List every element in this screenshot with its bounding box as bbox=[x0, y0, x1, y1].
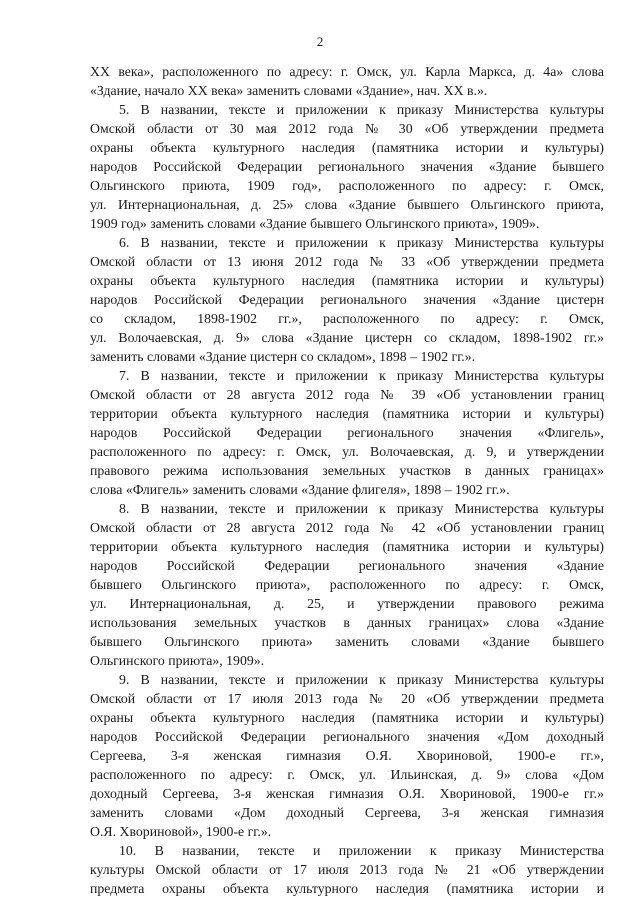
text-line: 6. В названии, тексте и приложении к приказу Министерства культуры bbox=[119, 235, 604, 250]
text-line: народов Российской Федерации регионального значения «Флигель», bbox=[90, 425, 604, 440]
text-line: Омской области от 17 июля 2013 года № 20 «Об утверждении предмета bbox=[90, 691, 604, 706]
text-line: бывшего Ольгинского приюта» заменить словами «Здание бывшего bbox=[90, 634, 604, 649]
text-line: Сергеева, 3-я женская гимназия О.Я. Хвориновой, 1900-е гг.», bbox=[90, 748, 604, 763]
text-line: предмета охраны объекта культурного наследия (памятника истории и bbox=[90, 881, 604, 896]
text-line: народов Российской Федерации регионального значения «Здание bbox=[90, 558, 604, 573]
text-line: расположенного по адресу: г. Омск, ул. Ильинская, д. 9» слова «Дом bbox=[90, 767, 604, 782]
text-line: Ольгинского приюта, 1909 год», расположенного по адресу: г. Омск, bbox=[90, 178, 604, 193]
text-line: бывшего Ольгинского приюта», расположенного по адресу: г. Омск, bbox=[90, 577, 604, 592]
paragraph-item-8 bbox=[90, 499, 604, 670]
text-line: охраны объекта культурного наследия (памятника истории и культуры) bbox=[90, 140, 604, 155]
paragraph-continuation bbox=[90, 62, 604, 100]
text-line: заменить словами «Дом доходный Сергеева, 3-я женская гимназия bbox=[90, 805, 604, 820]
text-line: Омской области от 30 мая 2012 года № 30 «Об утверждении предмета bbox=[90, 121, 604, 136]
text-line: ул. Волочаевская, д. 9» слова «Здание цистерн со складом, 1898-1902 гг.» bbox=[90, 330, 604, 345]
text-line: заменить словами «Здание цистерн со складом», 1898 – 1902 гг.». bbox=[90, 349, 476, 364]
text-line: ул. Интернациональная, д. 25» слова «Здание бывшего Ольгинского приюта, bbox=[90, 197, 604, 212]
text-line: культуры Омской области от 17 июля 2013 года № 21 «Об утверждении bbox=[90, 862, 604, 877]
text-line: Омской области от 13 июня 2012 года № 33 «Об утверждении предмета bbox=[90, 254, 604, 269]
text-line: со складом, 1898-1902 гг.», расположенного по адресу: г. Омск, bbox=[90, 311, 604, 326]
text-line: территории объекта культурного наследия (памятника истории и культуры) bbox=[90, 406, 604, 421]
text-line: 7. В названии, тексте и приложении к приказу Министерства культуры bbox=[119, 368, 604, 383]
text-line: территории объекта культурного наследия (памятника истории и культуры) bbox=[90, 539, 604, 554]
page-number: 2 bbox=[316, 34, 324, 49]
text-line: народов Российской Федерации регионального значения «Здание бывшего bbox=[90, 159, 604, 174]
paragraph-item-10 bbox=[90, 841, 604, 898]
document-body bbox=[90, 62, 604, 898]
text-line: народов Российской Федерации регионального значения «Здание цистерн bbox=[90, 292, 604, 307]
text-line: О.Я. Хвориновой», 1900-е гг.». bbox=[90, 824, 272, 839]
text-line: 10. В названии, тексте и приложении к приказу Министерства bbox=[119, 843, 604, 858]
text-line: 1909 год» заменить словами «Здание бывшего Ольгинского приюта», 1909». bbox=[90, 216, 540, 231]
paragraph-item-9 bbox=[90, 670, 604, 841]
text-line: охраны объекта культурного наследия (памятника истории и культуры) bbox=[90, 710, 604, 725]
text-line: Омской области от 28 августа 2012 года № 39 «Об установлении границ bbox=[90, 387, 604, 402]
text-line: Омской области от 28 августа 2012 года № 42 «Об установлении границ bbox=[90, 520, 604, 535]
text-line: ул. Интернациональная, д. 25, и утверждении правового режима bbox=[90, 596, 604, 611]
paragraph-item-6 bbox=[90, 233, 604, 366]
text-line: 8. В названии, тексте и приложении к приказу Министерства культуры bbox=[119, 501, 604, 516]
text-line: охраны объекта культурного наследия (памятника истории и культуры) bbox=[90, 273, 604, 288]
text-line: 5. В названии, тексте и приложении к приказу Министерства культуры bbox=[119, 102, 604, 117]
text-line: «Здание, начало XX века» заменить словами «Здание», нач. XX в.». bbox=[90, 83, 488, 98]
text-line: расположенного по адресу: г. Омск, ул. Волочаевская, д. 9, и утверждении bbox=[90, 444, 604, 459]
text-line: 9. В названии, тексте и приложении к приказу Министерства культуры bbox=[119, 672, 604, 687]
text-line: правового режима использования земельных участков в данных границах» bbox=[90, 463, 604, 478]
text-line: слова «Флигель» заменить словами «Здание флигеля», 1898 – 1902 гг.». bbox=[90, 482, 510, 497]
paragraph-item-5 bbox=[90, 100, 604, 233]
text-line: XX века», расположенного по адресу: г. Омск, ул. Карла Маркса, д. 4а» слова bbox=[90, 64, 604, 79]
paragraph-item-7 bbox=[90, 366, 604, 499]
text-line: доходный Сергеева, 3-я женская гимназия О.Я. Хвориновой, 1900-е гг.» bbox=[90, 786, 604, 801]
text-line: использования земельных участков в данных границах» слова «Здание bbox=[90, 615, 604, 630]
text-line: народов Российской Федерации регионального значения «Дом доходный bbox=[90, 729, 604, 744]
text-line: Ольгинского приюта», 1909». bbox=[90, 653, 265, 668]
